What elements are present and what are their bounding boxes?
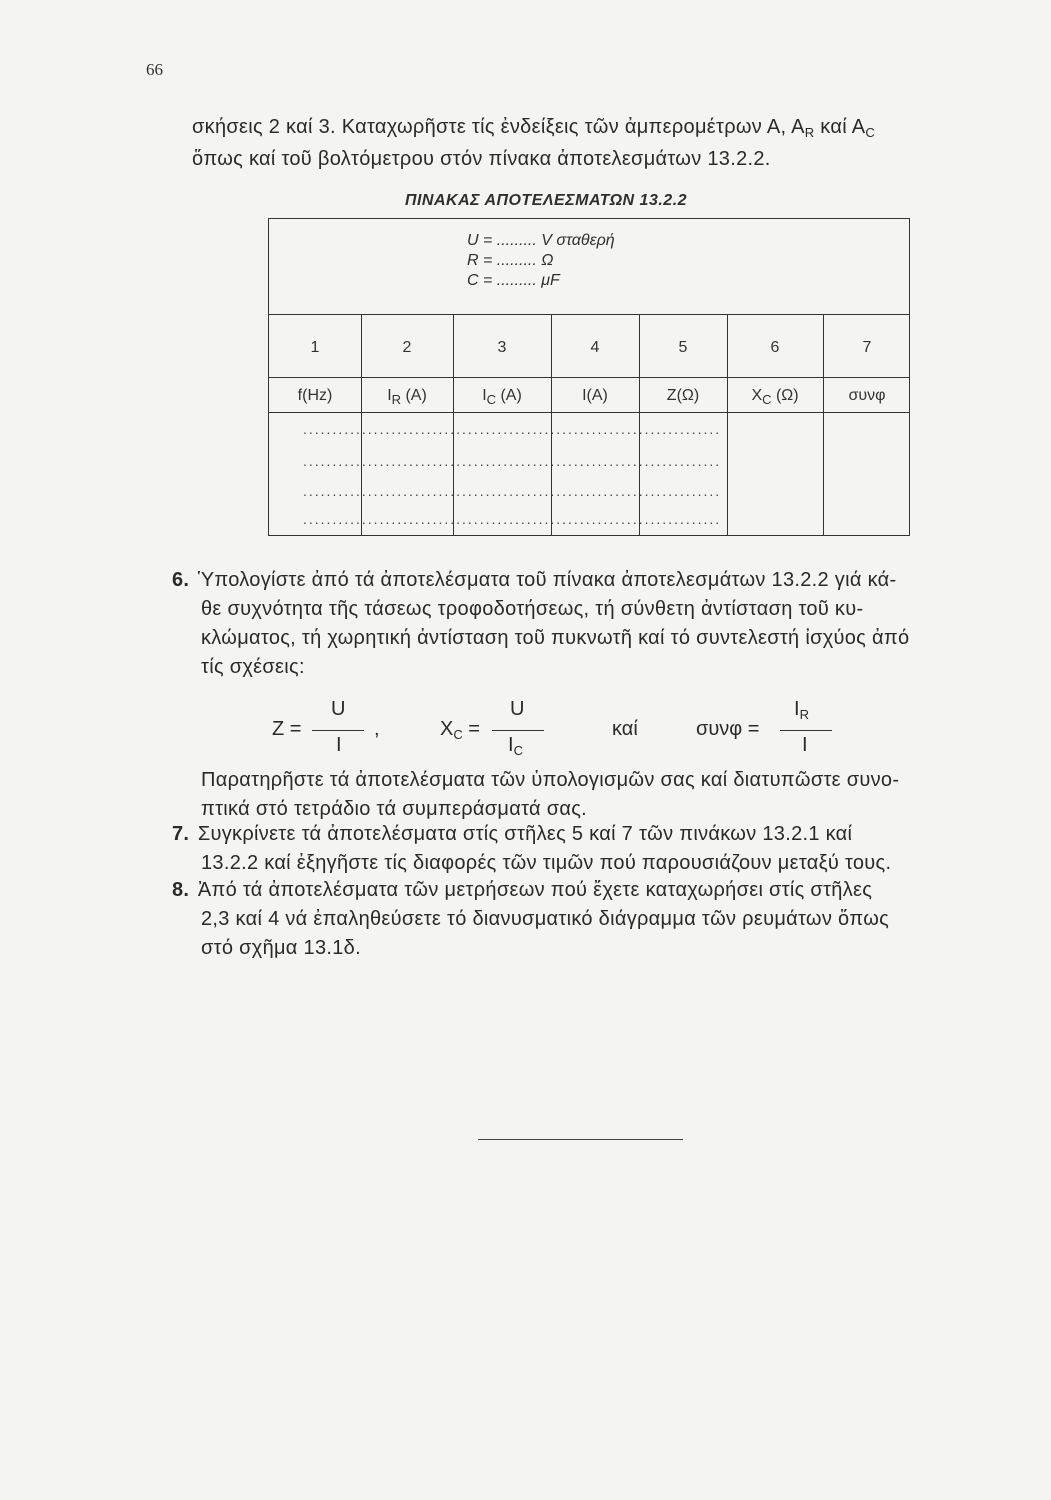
col-number: 5: [678, 339, 688, 356]
z-denominator: I: [336, 734, 342, 756]
power-factor-lhs: συνφ =: [696, 718, 760, 740]
col-header-ir: $I_R$ (A): [387, 387, 427, 407]
results-table: [268, 218, 910, 536]
col-number: 3: [497, 339, 507, 356]
item-8-number: 8.: [172, 879, 190, 901]
col-header-xc: $X_C$ (Ω): [751, 387, 799, 407]
and-word: καί: [612, 718, 638, 740]
intro-line-1: σκήσεις 2 καί 3. Καταχωρῆστε τίς ἐνδείξεις τῶν ἀμπερομέτρων Α, $A_R$ καί $A_C$: [192, 116, 876, 140]
z-numerator: U: [331, 698, 346, 720]
item-7-number: 7.: [172, 823, 190, 845]
dot-row: .......................................................................: [303, 421, 722, 437]
footer-rule: [478, 1139, 683, 1140]
col-header-impedance: Z(Ω): [666, 387, 700, 404]
item-6-number: 6.: [172, 569, 190, 591]
power-factor-denominator: I: [802, 734, 808, 756]
fraction-bar: [312, 730, 364, 731]
dot-row: .......................................................................: [303, 511, 722, 527]
col-header-ic: $I_C$ (A): [482, 387, 522, 407]
xc-lhs: $X_C$ =: [440, 718, 480, 742]
page-number: 66: [146, 60, 163, 79]
item-8: 8. Ἀπό τά ἀποτελέσματα τῶν μετρήσεων πού ἔχετε καταχωρήσει στίς στῆλες 2,3 καί 4 νά ἐπαληθεύσετε τό διανυσματικό διάγραμμα τῶν ρευμάτων ὅπως στό σχῆμα 13.1δ.: [172, 876, 982, 963]
comma: ,: [374, 718, 380, 740]
col-number: 7: [862, 339, 872, 356]
col-number: 2: [402, 339, 412, 356]
row-divider: [269, 377, 909, 378]
intro-paragraph: [192, 114, 982, 173]
col-number: 6: [770, 339, 780, 356]
fraction-bar: [780, 730, 832, 731]
item-7: 7. Συγκρίνετε τά ἀποτελέσματα στίς στῆλες 5 καί 7 τῶν πινάκων 13.2.1 καί 13.2.2 καί ἐξηγῆστε τίς διαφορές τῶν τιμῶν πού παρουσιάζουν μεταξύ τους.: [172, 820, 982, 878]
col-header-frequency: f(Hz): [297, 387, 333, 404]
z-lhs: Z =: [272, 718, 302, 740]
dot-row: .......................................................................: [303, 483, 722, 499]
table-parameters: [467, 231, 615, 291]
intro-line-2: ὅπως καί τοῦ βολτόμετρου στόν πίνακα ἀποτελεσμάτων 13.2.2.: [192, 148, 771, 170]
col-header-current: I(A): [582, 387, 608, 404]
item-6-conclusion: Παρατηρῆστε τά ἀποτελέσματα τῶν ὑπολογισμῶν σας καί διατυπῶστε συνο- πτικά στό τετράδιο τά συμπεράσματά σας.: [201, 769, 900, 820]
xc-denominator: $I_C$: [508, 734, 523, 758]
param-resistance: R = ......... Ω: [467, 252, 554, 269]
col-number: 4: [590, 339, 600, 356]
fraction-bar: [492, 730, 544, 731]
col-number: 1: [310, 339, 320, 356]
row-divider: [269, 314, 909, 315]
item-6: 6. Ὑπολογίστε ἀπό τά ἀποτελέσματα τοῦ πίνακα ἀποτελεσμάτων 13.2.2 γιά κά- θε συχνότητα τῆς τάσεως τροφοδοτήσεως, τή σύνθετη ἀντίσταση τοῦ κυ- κλώματος, τή χωρητική ἀντίσταση τοῦ πυκνωτῆ καί τό συντελεστή ἰσχύος ἀπό τίς σχέσεις:: [172, 566, 982, 682]
formulas: [270, 700, 870, 760]
col-header-power-factor: συνφ: [848, 387, 886, 404]
param-capacitance: C = ......... μF: [467, 272, 560, 289]
xc-numerator: U: [510, 698, 525, 720]
row-divider: [269, 412, 909, 413]
table-title: ΠΙΝΑΚΑΣ ΑΠΟΤΕΛΕΣΜΑΤΩΝ 13.2.2: [405, 192, 688, 209]
power-factor-numerator: $I_R$: [794, 698, 809, 722]
param-voltage: U = ......... V σταθερή: [467, 232, 615, 249]
dot-row: .......................................................................: [303, 453, 722, 469]
